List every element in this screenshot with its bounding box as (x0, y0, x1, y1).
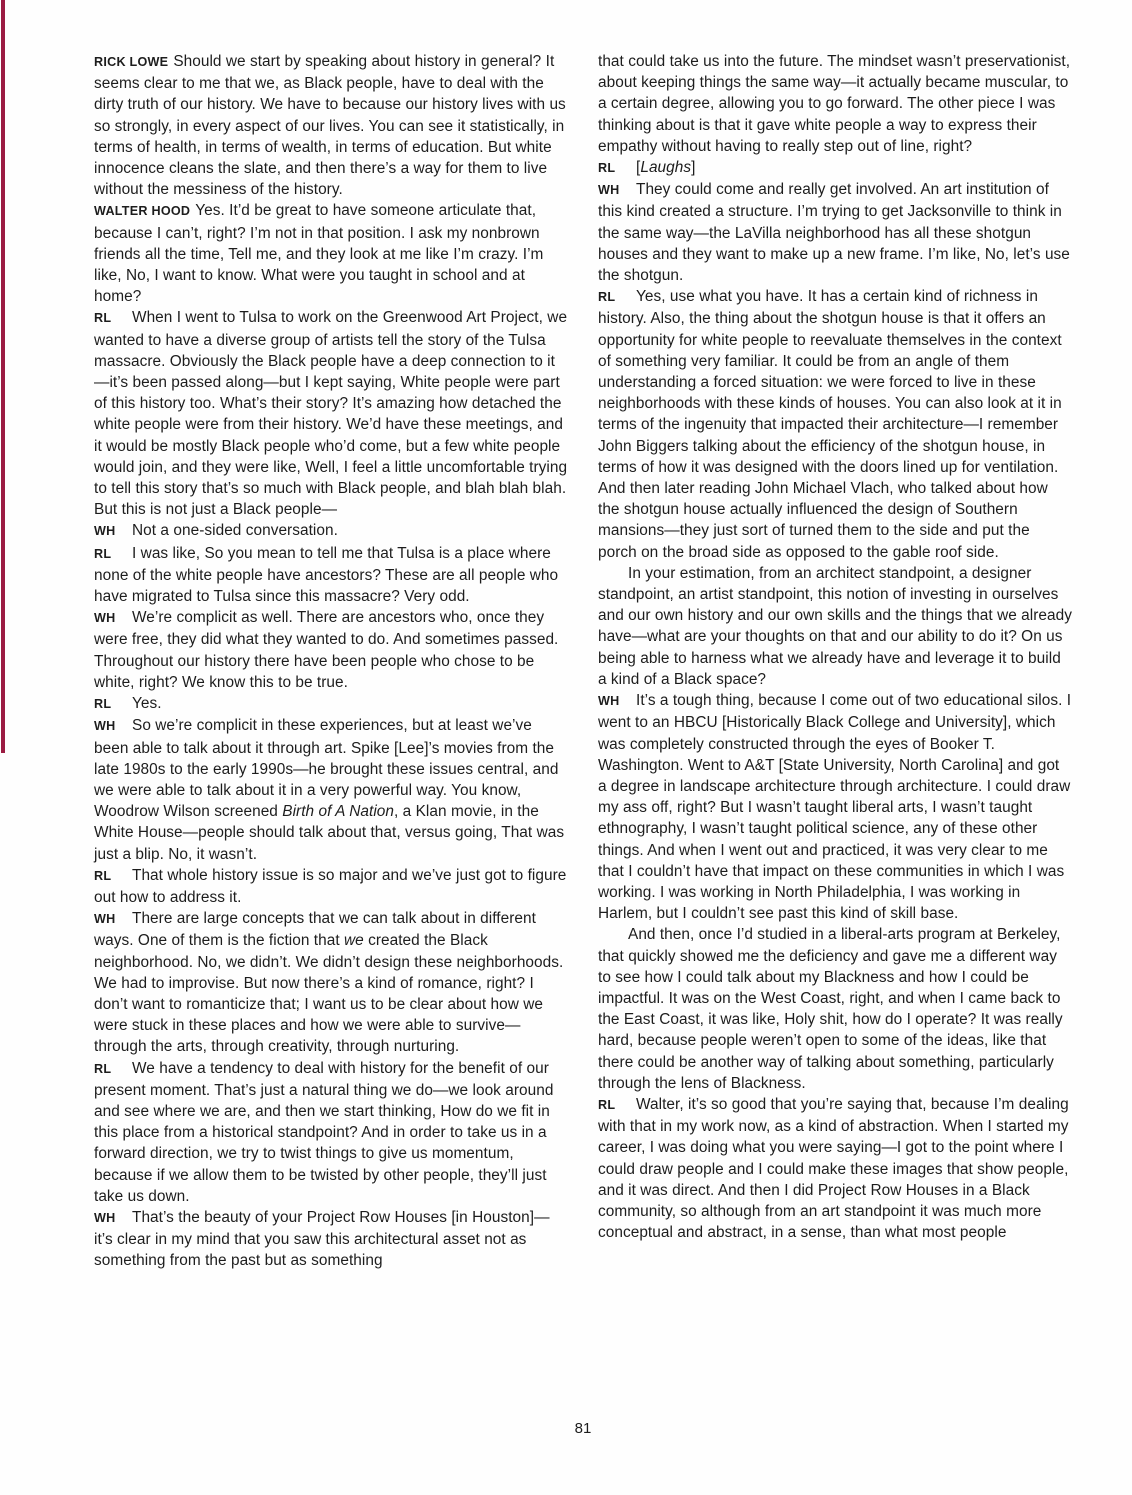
speaker-label: RL (598, 1097, 616, 1112)
dialogue-paragraph (94, 607, 568, 693)
dialogue-paragraph (598, 563, 1072, 690)
dialogue-text: There are large concepts that we can talk about in different ways. One of them is the fiction that (94, 910, 536, 950)
speaker-label: WH (94, 524, 116, 539)
text-block (94, 51, 1072, 1272)
speaker-label: RICK LOWE (94, 55, 169, 69)
speaker-label: RL (598, 290, 616, 305)
speaker-label: WH (598, 183, 620, 198)
page-footer (94, 1420, 1072, 1438)
dialogue-text: That’s the beauty of your Project Row Houses [in Houston]—it’s clear in my mind that you saw this architectural asset not as something from the past but as something (94, 1208, 550, 1270)
dialogue-paragraph (598, 1094, 1072, 1243)
dialogue-text: that could take us into the future. The mindset wasn’t preservationist, about keeping things the same way—it actually became muscular, to a certain degree, allowing you to go forward. The other piece I was thinking about is that it gave white people a way to express their empathy without having to really step out of line, right? (598, 53, 1071, 155)
left-column (94, 51, 568, 1272)
dialogue-paragraph (94, 1207, 568, 1272)
speaker-label: WALTER HOOD (94, 204, 191, 219)
dialogue-text: We have a tendency to deal with history for the benefit of our present moment. That’s just a natural thing we do—we look around and see where we are, and then we start thinking, How do we fit in this place from a historical standpoint? And in order to take us in a forward direction, we try to twist things to give us momentum, because if we allow them to be twisted by other people, they’ll just take us down. (94, 1059, 554, 1205)
dialogue-paragraph (94, 715, 568, 864)
dialogue-text: Yes, use what you have. It has a certain kind of richness in history. Also, the thing about the shotgun house is that it offers an opportunity for white people to reevaluate themselves in the context of something very familiar. It could be from an angle of them understanding a forced situation: we were forced to live in these neighborhoods with these kinds of houses. You can also look at it in terms of the ingenuity that impacted their architecture—I remember John Biggers talking about the efficiency of the shotgun house, in terms of how it was designed with the doors lined up for ventilation. And then later reading John Michael Vlach, who talked about how the shotgun house actually influenced the design of Southern mansions—they just sort of turned them to the side and put the porch on the broad side as opposed to the gable roof side. (598, 288, 1062, 561)
dialogue-paragraph (94, 200, 568, 307)
dialogue-text-italic: we (343, 932, 364, 950)
dialogue-text: In your estimation, from an architect standpoint, a designer standpoint, an artist standpoint, this notion of investing in ourselves and our own history and our own skills and the things that we already have—what are your thoughts on that and our ability to do it? On us being able to harness what we already have and leverage it to build a kind of a Black space? (598, 564, 1072, 688)
speaker-label: RL (94, 1061, 112, 1076)
dialogue-text-italic: Birth of A Nation (282, 803, 395, 821)
dialogue-text: Yes. (132, 695, 162, 713)
dialogue-text: ] (691, 159, 696, 177)
dialogue-text: We’re complicit as well. There are ancestors who, once they were free, they did what they wanted to do. And sometimes passed. Throughout our history there have been people who chose to be white, right? We know this to be true. (94, 609, 559, 691)
dialogue-text: Yes. It’d be great to have someone articulate that, because I can’t, right? I’m not in that position. I ask my nonbrown friends all the time, Tell me, and they look at me like I’m crazy. I’m like, No, I want to know. What were you taught in school and at home? (94, 202, 544, 306)
dialogue-text: Should we start by speaking about history in general? It seems clear to me that we, as Black people, have to deal with the dirty truth of our history. We have to because our history lives with us so strongly, in every aspect of our lives. You can see it statistically, in terms of health, in terms of wealth, in terms of education. But white innocence cleans the slate, and then there’s a way for them to live without the messiness of the history. (94, 53, 566, 199)
speaker-label: RL (94, 546, 112, 561)
dialogue-text-italic: Laughs (640, 159, 692, 177)
dialogue-paragraph (598, 286, 1072, 563)
dialogue-paragraph (94, 908, 568, 1057)
dialogue-paragraph (598, 179, 1072, 286)
dialogue-text: And then, once I’d studied in a liberal-arts program at Berkeley, that quickly showed me the deficiency and gave me a different way to see how I could talk about my Blackness and how I could be impactful. It was on the West Coast, right, and when I came back to the East Coast, it was like, Holy shit, how do I operate? It was really hard, because people weren’t open to some of the ideas, like that there could be another way of talking about something, particularly through the lens of Blackness. (598, 926, 1063, 1092)
dialogue-paragraph (598, 157, 1072, 179)
page-number: 81 (574, 1420, 592, 1437)
speaker-label: WH (94, 611, 116, 626)
dialogue-paragraph (598, 924, 1072, 1094)
dialogue-text: It’s a tough thing, because I come out of two educational silos. I went to an HBCU [Historically Black College and University], which was completely constructed through the eyes of Booker T. Washington. Went to A&T [State University, North Carolina] and got a degree in landscape architecture through architecture. I could draw my ass off, right? But I wasn’t taught liberal arts, I wasn’t taught ethnography, I wasn’t taught political science, any of these other things. And when I went out and practiced, it was very clear to me that I couldn’t have that impact on these communities in which I was working. I was working in North Philadelphia, I was working in Harlem, but I couldn’t see past this kind of skill base. (598, 692, 1072, 923)
speaker-label: RL (94, 311, 112, 326)
dialogue-paragraph (94, 543, 568, 608)
dialogue-paragraph (94, 307, 568, 520)
dialogue-text: That whole history issue is so major and we’ve just got to figure out how to address it. (94, 866, 567, 906)
speaker-label: WH (94, 719, 116, 734)
dialogue-paragraph (94, 693, 568, 715)
dialogue-paragraph (94, 865, 568, 908)
dialogue-text: created the Black neighborhood. No, we didn’t. We didn’t design these neighborhoods. We had to improvise. But now there’s a kind of romance, right? I don’t want to romanticize that; I want us to be clear about how we were stuck in these places and how we were able to survive—through the arts, through creativity, through nurturing. (94, 932, 564, 1056)
dialogue-text: Walter, it’s so good that you’re saying that, because I’m dealing with that in my work now, as a kind of abstraction. When I started my career, I was doing what you were saying—I got to the point where I could draw people and I could make these images that show people, and it was direct. And then I did Project Row Houses in a Black community, so although from an art standpoint it was much more conceptual and abstract, in a sense, than what most people (598, 1095, 1069, 1242)
dialogue-text: Not a one-sided conversation. (132, 522, 338, 540)
speaker-label: RL (94, 868, 112, 883)
accent-rule (1, 0, 5, 753)
dialogue-text: , a Klan movie, in the White House—people should talk about that, versus going, That was just a blip. No, it wasn’t. (94, 803, 565, 863)
speaker-label: RL (94, 697, 112, 712)
dialogue-text: When I went to Tulsa to work on the Greenwood Art Project, we wanted to have a diverse group of artists tell the story of the Tulsa massacre. Obviously the Black people have a deep connection to it—it’s been passed along—but I kept saying, White people were part of this history too. What’s their story? It’s amazing how detached the white people were from their history. We’d have these meetings, and it would be mostly Black people who’d come, but a few white people would join, and they were like, Well, I feel a little uncomfortable trying to tell this story that’s so much with Black people, and blah blah blah. But this is not just a Black people— (94, 309, 568, 519)
speaker-label: WH (94, 912, 116, 927)
speaker-label: RL (598, 161, 616, 176)
dialogue-paragraph (598, 51, 1072, 157)
speaker-label: WH (94, 1210, 116, 1225)
speaker-label: WH (598, 694, 620, 709)
dialogue-text: [ (636, 159, 641, 177)
dialogue-text: They could come and really get involved. An art institution of this kind created a structure. I’m trying to get Jacksonville to think in the same way—the LaVilla neighborhood has all these shotgun houses and they want to make up a new frame. I’m like, No, let’s use the shotgun. (598, 181, 1070, 285)
dialogue-text: So we’re complicit in these experiences, but at least we’ve been able to talk about it through art. Spike [Lee]’s movies from the late 1980s to the early 1990s—he brought these issues central, and we were able to talk about it in a very powerful way. You know, Woodrow Wilson screened (94, 717, 559, 821)
dialogue-paragraph (94, 51, 568, 200)
dialogue-paragraph (598, 690, 1072, 924)
right-column (598, 51, 1072, 1272)
dialogue-text: I was like, So you mean to tell me that Tulsa is a place where none of the white people have ancestors? These are all people who have migrated to Tulsa since this massacre? Very odd. (94, 544, 559, 606)
dialogue-paragraph (94, 1058, 568, 1207)
dialogue-paragraph (94, 520, 568, 542)
